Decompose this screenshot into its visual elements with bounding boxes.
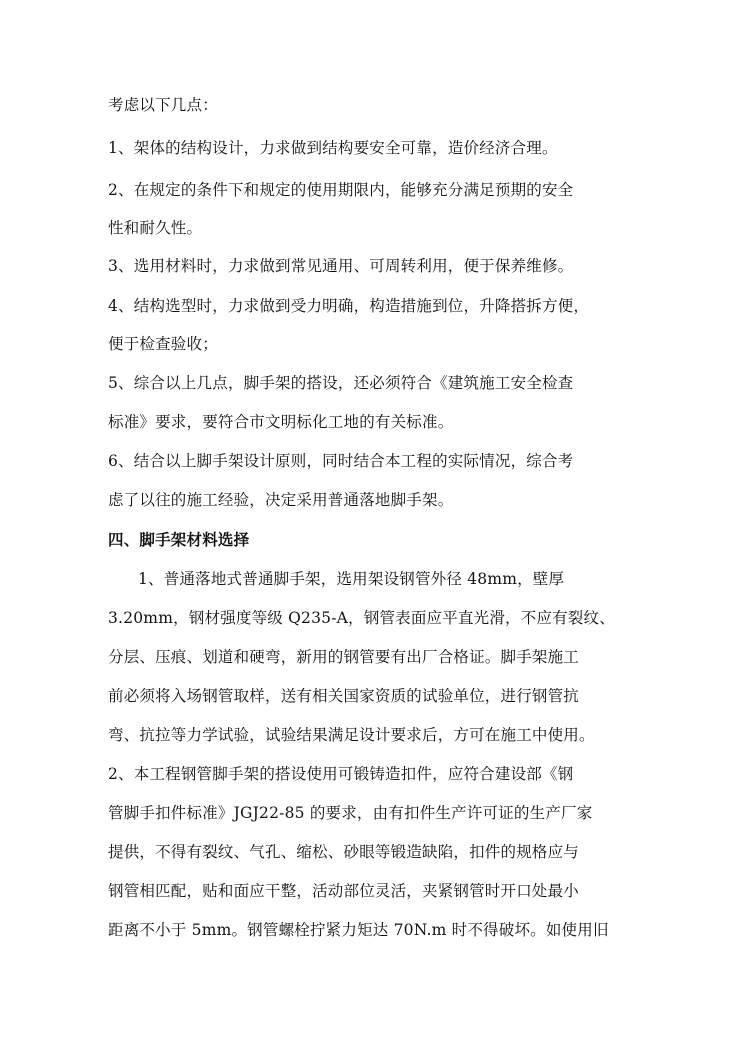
- text-line: 2、本工程钢管脚手架的搭设使用可锻铸造扣件，应符合建设部《钢: [108, 765, 574, 783]
- text-line: 1、架体的结构设计，力求做到结构要安全可靠，造价经济合理。: [108, 139, 558, 157]
- text-line: 分层、压痕、划道和硬弯，新用的钢管要有出厂合格证。脚手架施工: [108, 648, 580, 666]
- text-line: 考虑以下几点：: [108, 96, 218, 114]
- text-line: 距离不小于 5mm。钢管螺栓拧紧力矩达 70N.m 时不得破坏。如使用旧: [108, 921, 609, 939]
- text-line: 便于检查验收；: [108, 335, 218, 353]
- text-line: 5、综合以上几点，脚手架的搭设，还必须符合《建筑施工安全检查: [108, 374, 574, 392]
- text-line: 弯、抗拉等力学试验，试验结果满足设计要求后，方可在施工中使用。: [108, 726, 595, 744]
- text-line: 6、结合以上脚手架设计原则，同时结合本工程的实际情况，综合考: [108, 452, 574, 470]
- text-line: 虑了以往的施工经验，决定采用普通落地脚手架。: [108, 491, 454, 509]
- text-line: 管脚手扣件标准》JGJ22-85 的要求，由有扣件生产许可证的生产厂家: [108, 804, 593, 822]
- text-line: 性和耐久性。: [108, 219, 203, 237]
- text-line: 标准》要求，要符合市文明标化工地的有关标准。: [108, 413, 454, 431]
- text-line: 4、结构选型时，力求做到受力明确，构造措施到位，升降搭拆方便，: [108, 297, 590, 315]
- text-line: 前必须将入场钢管取样，送有相关国家资质的试验单位，进行钢管抗: [108, 687, 580, 705]
- text-line: 钢管相匹配，贴和面应干整，活动部位灵活，夹紧钢管时开口处最小: [108, 882, 580, 900]
- text-line: 3、选用材料时，力求做到常见通用、可周转利用，便于保养维修。: [108, 257, 574, 275]
- text-line: 2、在规定的条件下和规定的使用期限内，能够充分满足预期的安全: [108, 181, 574, 199]
- text-line: 3.20mm，钢材强度等级 Q235-A，钢管表面应平直光滑，不应有裂纹、: [108, 609, 615, 627]
- text-line: 提供，不得有裂纹、气孔、缩松、砂眼等锻造缺陷，扣件的规格应与: [108, 843, 580, 861]
- text-line: 1、普通落地式普通脚手架，选用架设钢管外径 48mm，壁厚: [138, 570, 565, 588]
- section-heading: 四、脚手架材料选择: [108, 531, 250, 549]
